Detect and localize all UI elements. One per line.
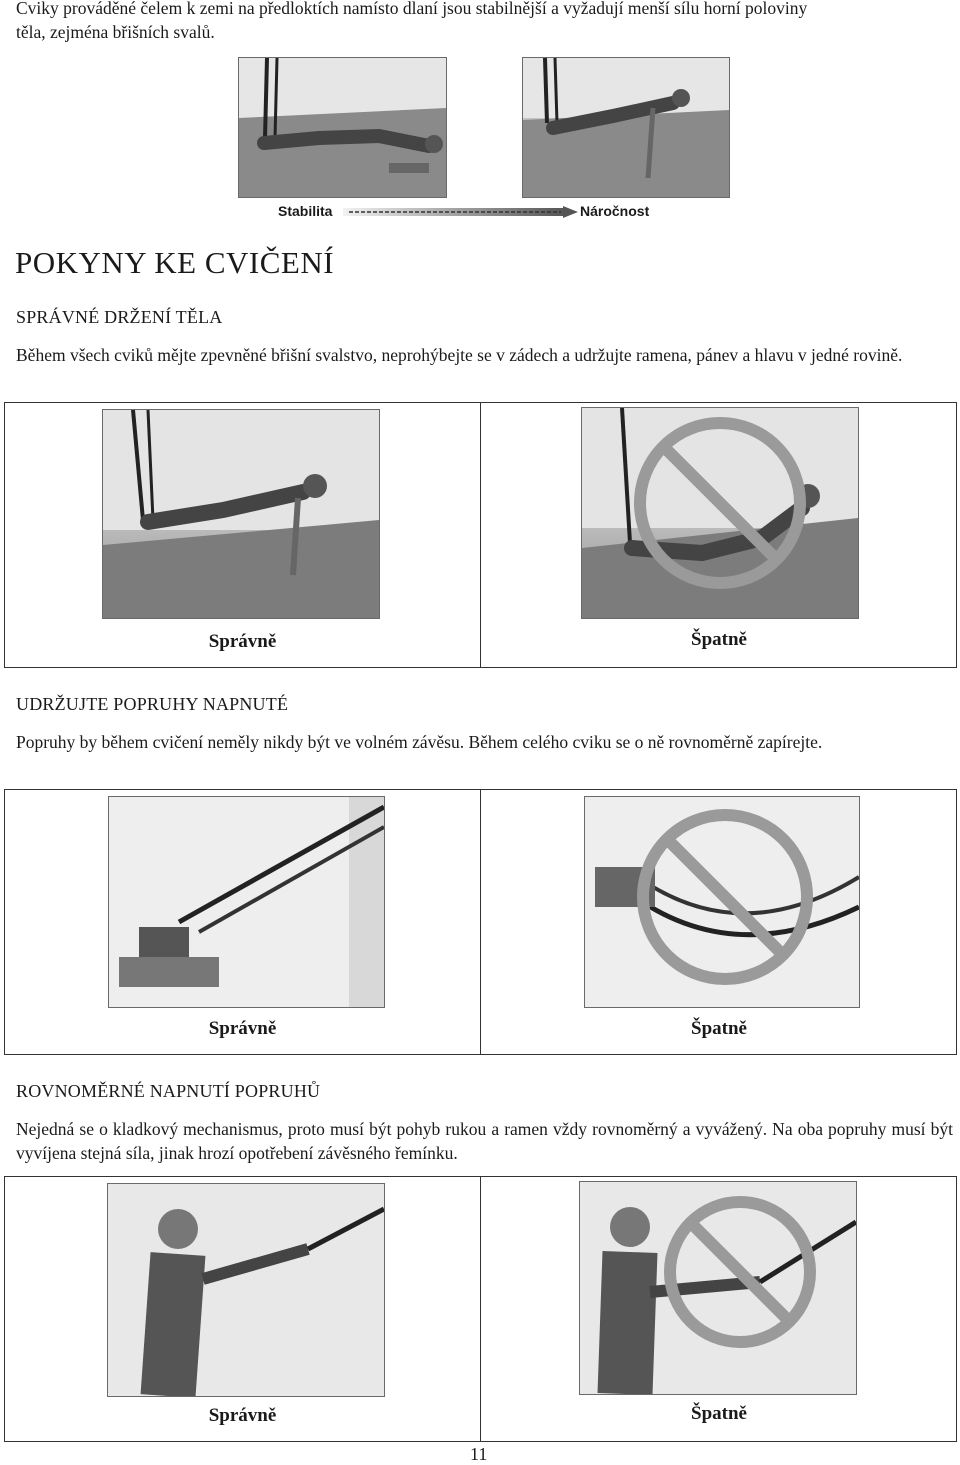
difficulty-arrow (343, 205, 578, 217)
pushup-hands-photo (522, 57, 730, 198)
plank-forearms-photo (238, 57, 447, 198)
scale-left-label: Stabilita (278, 203, 333, 219)
correct-caption: Správně (208, 1405, 277, 1426)
scale-right-label: Náročnost (580, 203, 650, 219)
slack-straps-photo (584, 796, 860, 1008)
intro-line-2: těla, zejména břišních svalů. (16, 22, 215, 42)
correct-cell (5, 403, 480, 667)
page-number: 11 (470, 1444, 488, 1464)
correct-posture-photo (102, 409, 380, 619)
section-2-heading: UDRŽUJTE POPRUHY NAPNUTÉ (16, 694, 289, 714)
even-tension-photo (107, 1183, 385, 1397)
comparison-table-3 (4, 1176, 957, 1442)
intro-line-1: Cviky prováděné čelem k zemi na předloktích namísto dlaní jsou stabilnější a vyžadují menší sílu horní poloviny (16, 0, 808, 18)
wrong-posture-photo (581, 407, 859, 619)
wrong-caption: Špatně (691, 1403, 747, 1424)
comparison-table-1 (4, 402, 957, 668)
wrong-caption: Špatně (691, 1018, 747, 1039)
correct-cell (5, 1177, 480, 1441)
comparison-table-2 (4, 789, 957, 1055)
uneven-tension-photo (579, 1181, 857, 1395)
section-1-heading: SPRÁVNÉ DRŽENÍ TĚLA (16, 307, 223, 327)
taut-straps-photo (108, 796, 385, 1008)
page-title: POKYNY KE CVIČENÍ (15, 245, 335, 280)
correct-cell (5, 790, 480, 1054)
correct-caption: Správně (208, 631, 277, 652)
wrong-cell (480, 790, 957, 1054)
section-1-text: Během všech cviků mějte zpevněné břišní svalstvo, neprohýbejte se v zádech a udržujte ramena, pánev a hlavu v jedné rovině. (16, 345, 903, 365)
wrong-cell (480, 403, 957, 667)
section-2-text: Popruhy by během cvičení neměly nikdy být ve volném závěsu. Během celého cviku se o ně rovnoměrně zapírejte. (16, 732, 823, 752)
wrong-caption: Špatně (691, 629, 747, 650)
wrong-cell (480, 1177, 957, 1441)
section-3-heading: ROVNOMĚRNÉ NAPNUTÍ POPRUHŮ (16, 1081, 321, 1101)
correct-caption: Správně (208, 1018, 277, 1039)
section-3-text: Nejedná se o kladkový mechanismus, proto musí být pohyb rukou a ramen vždy rovnoměrný a vyvážený. Na oba popruhy musí být vyvíjena stejná síla, jinak hrozí opotřebení závěsného řemínku. (16, 1119, 953, 1163)
